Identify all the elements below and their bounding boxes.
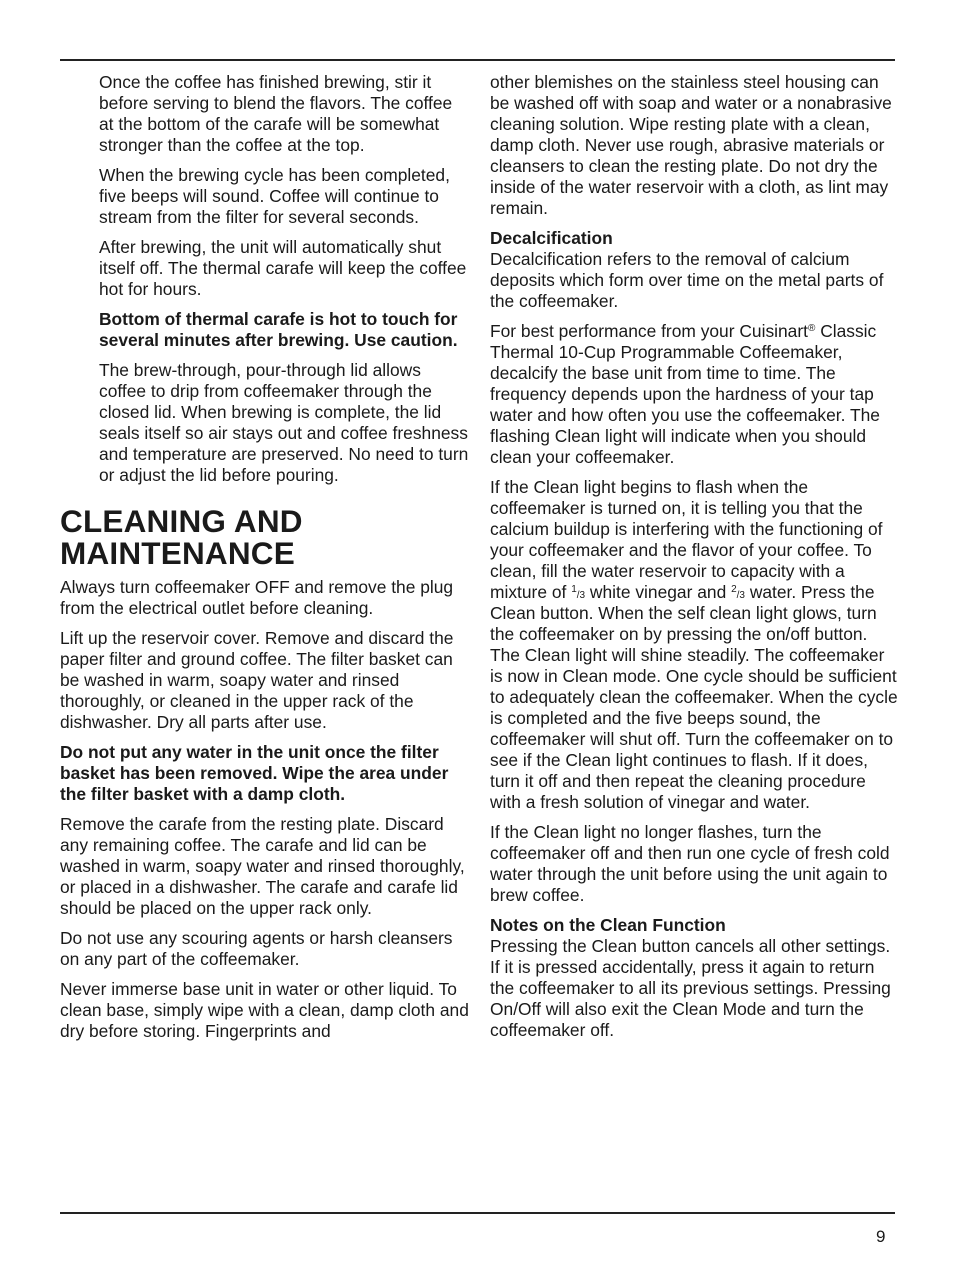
right-column — [490, 72, 900, 1050]
filter-basket-paragraph: Lift up the reservoir cover. Remove and discard the paper filter and ground coffee. The filter basket can be washed in warm, soapy water and rinsed thoroughly, or cleaned in the upper rack of the dishwasher. Dry all parts after use. — [60, 628, 454, 732]
best-performance-paragraph — [490, 321, 900, 468]
decalcification-text: Decalcification refers to the removal of calcium deposits which form over time on the metal parts of the coffeemaker. — [490, 249, 884, 311]
decalcification-heading: Decalcification — [490, 228, 613, 248]
section-heading-line1: CLEANING AND — [60, 503, 303, 539]
fraction-two-thirds: $^2$/3 — [731, 584, 745, 601]
brewing-stir-paragraph: Once the coffee has finished brewing, stir it before serving to blend the flavors. The coffee at the bottom of the carafe will be somewhat stronger than the coffee at the top. — [99, 72, 453, 155]
no-longer-flashes-paragraph: If the Clean light no longer flashes, turn the coffeemaker off and then run one cycle of fresh cold water through the unit before using the unit again to brew coffee. — [490, 822, 890, 905]
carafe-cleaning-paragraph: Remove the carafe from the resting plate. Discard any remaining coffee. The carafe and lid can be washed in warm, soapy water and rinsed thoroughly, or placed in a dishwasher. The carafe and carafe lid should be placed on the upper rack only. — [60, 814, 465, 918]
best-performance-text-b: Classic Thermal 10-Cup Programmable Coffeemaker, decalcify the base unit from time to time. The frequency depends upon the hardness of your tap water and how often you use the coffeemaker. The flashing Clean light will indicate when you should clean your coffeemaker. — [490, 321, 880, 467]
section-heading-line2: MAINTENANCE — [60, 534, 295, 571]
clean-light-text-c: water. Press the Clean button. When the self clean light glows, turn the coffeemaker on by pressing the on/off button. The Clean light will shine steadily. The coffeemaker is now in Clean mode. One cycle should be sufficient to adequately clean the coffeemaker. When the cycle is completed and the five beeps sound, the coffeemaker will shut off. Turn the coffeemaker on to see if the Clean light continues to flash. If it does, turn it off and then repeat the cleaning procedure with a fresh solution of vinegar and water. — [490, 582, 898, 812]
clean-light-text-a: If the Clean light begins to flash when the coffeemaker is turned on, it is telling you that the calcium buildup is interfering with the functioning of your coffeemaker and the flavor of your coffee. To clean, fill the water reservoir to capacity with a mixture of — [490, 477, 883, 602]
water-warning: Do not put any water in the unit once the filter basket has been removed. Wipe the area under the filter basket with a damp cloth. — [60, 742, 449, 804]
registered-mark: ® — [807, 323, 816, 334]
unplug-paragraph: Always turn coffeemaker OFF and remove the plug from the electrical outlet before cleaning. — [60, 577, 454, 618]
blemishes-paragraph: other blemishes on the stainless steel housing can be washed off with soap and water or a nonabrasive cleaning solution. Wipe resting plate with a clean, damp cloth. Never use rough, abrasive materials or cleansers to clean the resting plate. Do not dry the inside of the water reservoir with a cloth, as lint may remain. — [490, 72, 892, 218]
notes-heading: Notes on the Clean Function — [490, 915, 726, 935]
best-performance-text-a: For best performance from your Cuisinart — [490, 321, 808, 341]
section-heading — [60, 503, 470, 571]
notes-section — [490, 915, 900, 1041]
fraction-one-third: $^1$/3 — [571, 584, 586, 601]
lid-paragraph: The brew-through, pour-through lid allows coffee to drip from coffeemaker through the closed lid. When brewing is complete, the lid seals itself so air stays out and coffee freshness and temperature are preserved. No need to turn or adjust the lid before pouring. — [99, 360, 469, 485]
clean-light-paragraph — [490, 477, 900, 813]
auto-shutoff-paragraph: After brewing, the unit will automatically shut itself off. The thermal carafe will keep the coffee hot for hours. — [99, 237, 467, 299]
hot-carafe-warning: Bottom of thermal carafe is hot to touch for several minutes after brewing. Use caution. — [99, 309, 458, 350]
top-rule — [60, 59, 895, 61]
left-column — [60, 72, 470, 1051]
decalcification-section — [490, 228, 900, 312]
page-number: 9 — [876, 1227, 886, 1246]
bottom-rule — [60, 1212, 895, 1214]
scouring-paragraph: Do not use any scouring agents or harsh cleansers on any part of the coffeemaker. — [60, 928, 453, 969]
notes-text: Pressing the Clean button cancels all other settings. If it is pressed accidentally, press it again to return the coffeemaker to all its previous settings. Pressing On/Off will also exit the Clean Mode and turn the coffeemaker off. — [490, 936, 891, 1040]
base-unit-paragraph: Never immerse base unit in water or other liquid. To clean base, simply wipe with a clean, damp cloth and dry before storing. Fingerprints and — [60, 979, 469, 1041]
brewing-beeps-paragraph: When the brewing cycle has been completed, five beeps will sound. Coffee will continue to stream from the filter for several seconds. — [99, 165, 450, 227]
clean-light-text-b: white vinegar and — [585, 582, 732, 602]
